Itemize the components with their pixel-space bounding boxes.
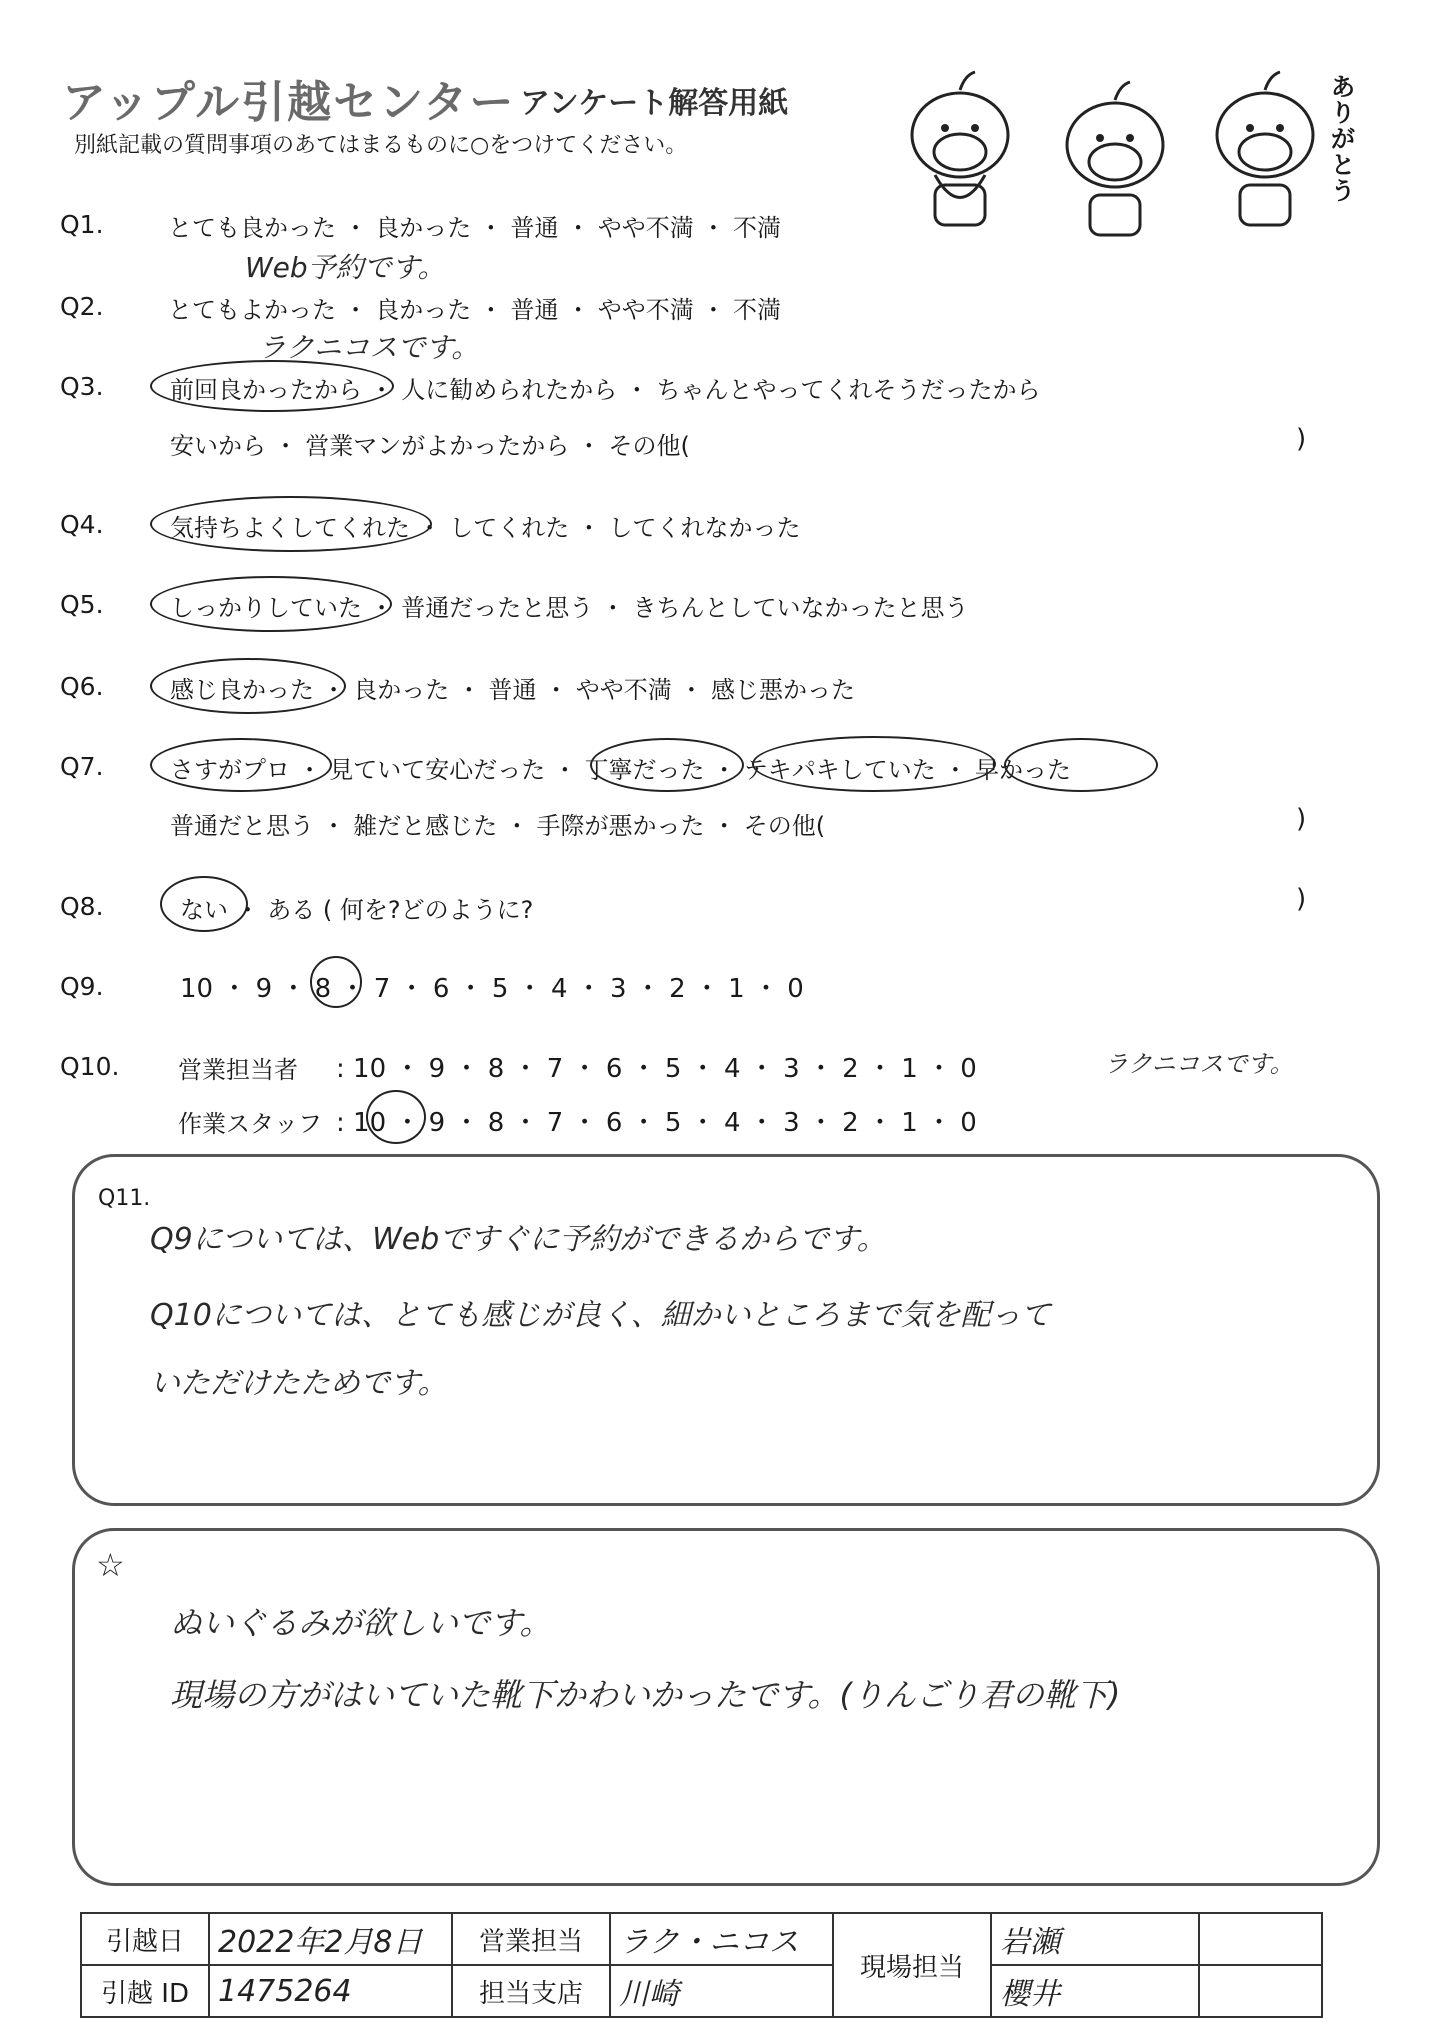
- free-comment-line2: 現場の方がはいていた靴下かわいかったです。(りんごり君の靴下): [170, 1676, 1121, 1714]
- q10-label: Q10.: [60, 1052, 120, 1081]
- q5-answer-circle: [150, 576, 392, 632]
- q6-options: 感じ良かった ・ 良かった ・ 普通 ・ やや不満 ・ 感じ悪かった: [170, 676, 856, 704]
- q4-label: Q4.: [60, 510, 104, 539]
- move-date-value: 2022年2月8日: [209, 1913, 452, 1965]
- q10-sales-scale: : 10 ・ 9 ・ 8 ・ 7 ・ 6 ・ 5 ・ 4 ・ 3 ・ 2 ・ 1 ・ 0: [336, 1054, 977, 1084]
- q7-label: Q7.: [60, 752, 104, 781]
- sales-rep-label: 営業担当: [452, 1913, 610, 1965]
- branch-label: 担当支店: [452, 1965, 610, 2017]
- q7-answer-circle-polite: [590, 738, 744, 792]
- form-title: アンケート解答用紙: [520, 86, 789, 121]
- q7-answer-circle-fast: [1004, 738, 1158, 792]
- q7-close-paren: ): [1296, 804, 1307, 834]
- q11-label: Q11.: [98, 1186, 151, 1211]
- q10-staff-answer-circle: [366, 1090, 426, 1144]
- company-title: アップル引越センター: [62, 77, 516, 128]
- move-info-table: [80, 1912, 1323, 2018]
- gorilla-mascot-icon: [880, 60, 1340, 240]
- site-staff-value-2: 櫻井: [991, 1965, 1199, 2017]
- star-icon: ☆: [96, 1546, 125, 1584]
- q1-handwritten-note: Web予約です。: [245, 251, 446, 284]
- q8-label: Q8.: [60, 892, 104, 921]
- q10-staff-scale: : 10 ・ 9 ・ 8 ・ 7 ・ 6 ・ 5 ・ 4 ・ 3 ・ 2 ・ 1 ・ 0: [336, 1108, 977, 1138]
- q4-options: 気持ちよくしてくれた ・ してくれた ・ してくれなかった: [170, 514, 801, 542]
- q10-sales-label: 営業担当者: [178, 1056, 298, 1084]
- q8-options: ない ・ ある ( 何を?どのように?: [180, 896, 534, 924]
- q7-options-line2: 普通だと思う ・ 雑だと感じた ・ 手際が悪かった ・ その他(: [170, 812, 826, 840]
- q11-comment-line1: Q9については、Webですぐに予約ができるからです。: [150, 1222, 887, 1257]
- q3-options-line2: 安いから ・ 営業マンがよかったから ・ その他(: [170, 432, 690, 460]
- move-id-value: 1475264: [209, 1965, 452, 2017]
- q8-answer-circle: [160, 876, 248, 932]
- q6-answer-circle: [150, 658, 346, 714]
- q3-close-paren: ): [1296, 424, 1307, 454]
- q11-comment-line3: いただけたためです。: [150, 1366, 448, 1401]
- q2-handwritten-note: ラクニコスです。: [258, 331, 480, 364]
- q4-answer-circle: [150, 496, 432, 552]
- q5-options: しっかりしていた ・ 普通だったと思う ・ きちんとしていなかったと思う: [170, 594, 969, 622]
- q3-label: Q3.: [60, 372, 104, 401]
- sales-rep-value: ラク・ニコス: [610, 1913, 833, 1965]
- branch-value: 川崎: [610, 1965, 833, 2017]
- q1-options: とても良かった ・ 良かった ・ 普通 ・ やや不満 ・ 不満: [168, 214, 782, 242]
- site-staff-value-1: 岩瀬: [991, 1913, 1199, 1965]
- q9-answer-circle: [310, 956, 362, 1008]
- move-id-label: 引越 ID: [81, 1965, 209, 2017]
- q10-staff-label: 作業スタッフ: [178, 1110, 322, 1138]
- site-staff-label: 現場担当: [833, 1913, 991, 2017]
- q3-answer-circle: [150, 360, 394, 412]
- q7-answer-circle-brisk: [752, 736, 996, 792]
- q3-options-line1: 前回良かったから ・ 人に勧められたから ・ ちゃんとやってくれそうだったから: [170, 376, 1041, 404]
- thanks-text: ありがとう: [1331, 73, 1355, 205]
- q5-label: Q5.: [60, 590, 104, 619]
- free-comment-line1: ぬいぐるみが欲しいです。: [170, 1604, 552, 1642]
- q11-comment-line2: Q10については、とても感じが良く、細かいところまで気を配って: [150, 1298, 1051, 1333]
- q9-scale: 10 ・ 9 ・ 8 ・ 7 ・ 6 ・ 5 ・ 4 ・ 3 ・ 2 ・ 1 ・ 0: [180, 974, 804, 1004]
- q7-options-line1: さすがプロ ・ 見ていて安心だった ・ 丁寧だった ・ テキパキしていた ・ 早かった: [170, 756, 1072, 784]
- instruction-text: 別紙記載の質問事項のあてはまるものに○をつけてください。: [74, 133, 688, 158]
- q1-label: Q1.: [60, 210, 104, 239]
- empty-cell-top: [1199, 1913, 1322, 1965]
- empty-cell-bottom: [1199, 1965, 1322, 2017]
- q7-answer-circle-pro: [150, 738, 332, 792]
- q8-close-paren: ): [1296, 884, 1307, 914]
- move-date-label: 引越日: [81, 1913, 209, 1965]
- q2-options: とてもよかった ・ 良かった ・ 普通 ・ やや不満 ・ 不満: [168, 296, 782, 324]
- q10-sales-handwritten-note: ラクニコスです。: [1104, 1050, 1294, 1078]
- q2-label: Q2.: [60, 292, 104, 321]
- q9-label: Q9.: [60, 972, 104, 1001]
- q6-label: Q6.: [60, 672, 104, 701]
